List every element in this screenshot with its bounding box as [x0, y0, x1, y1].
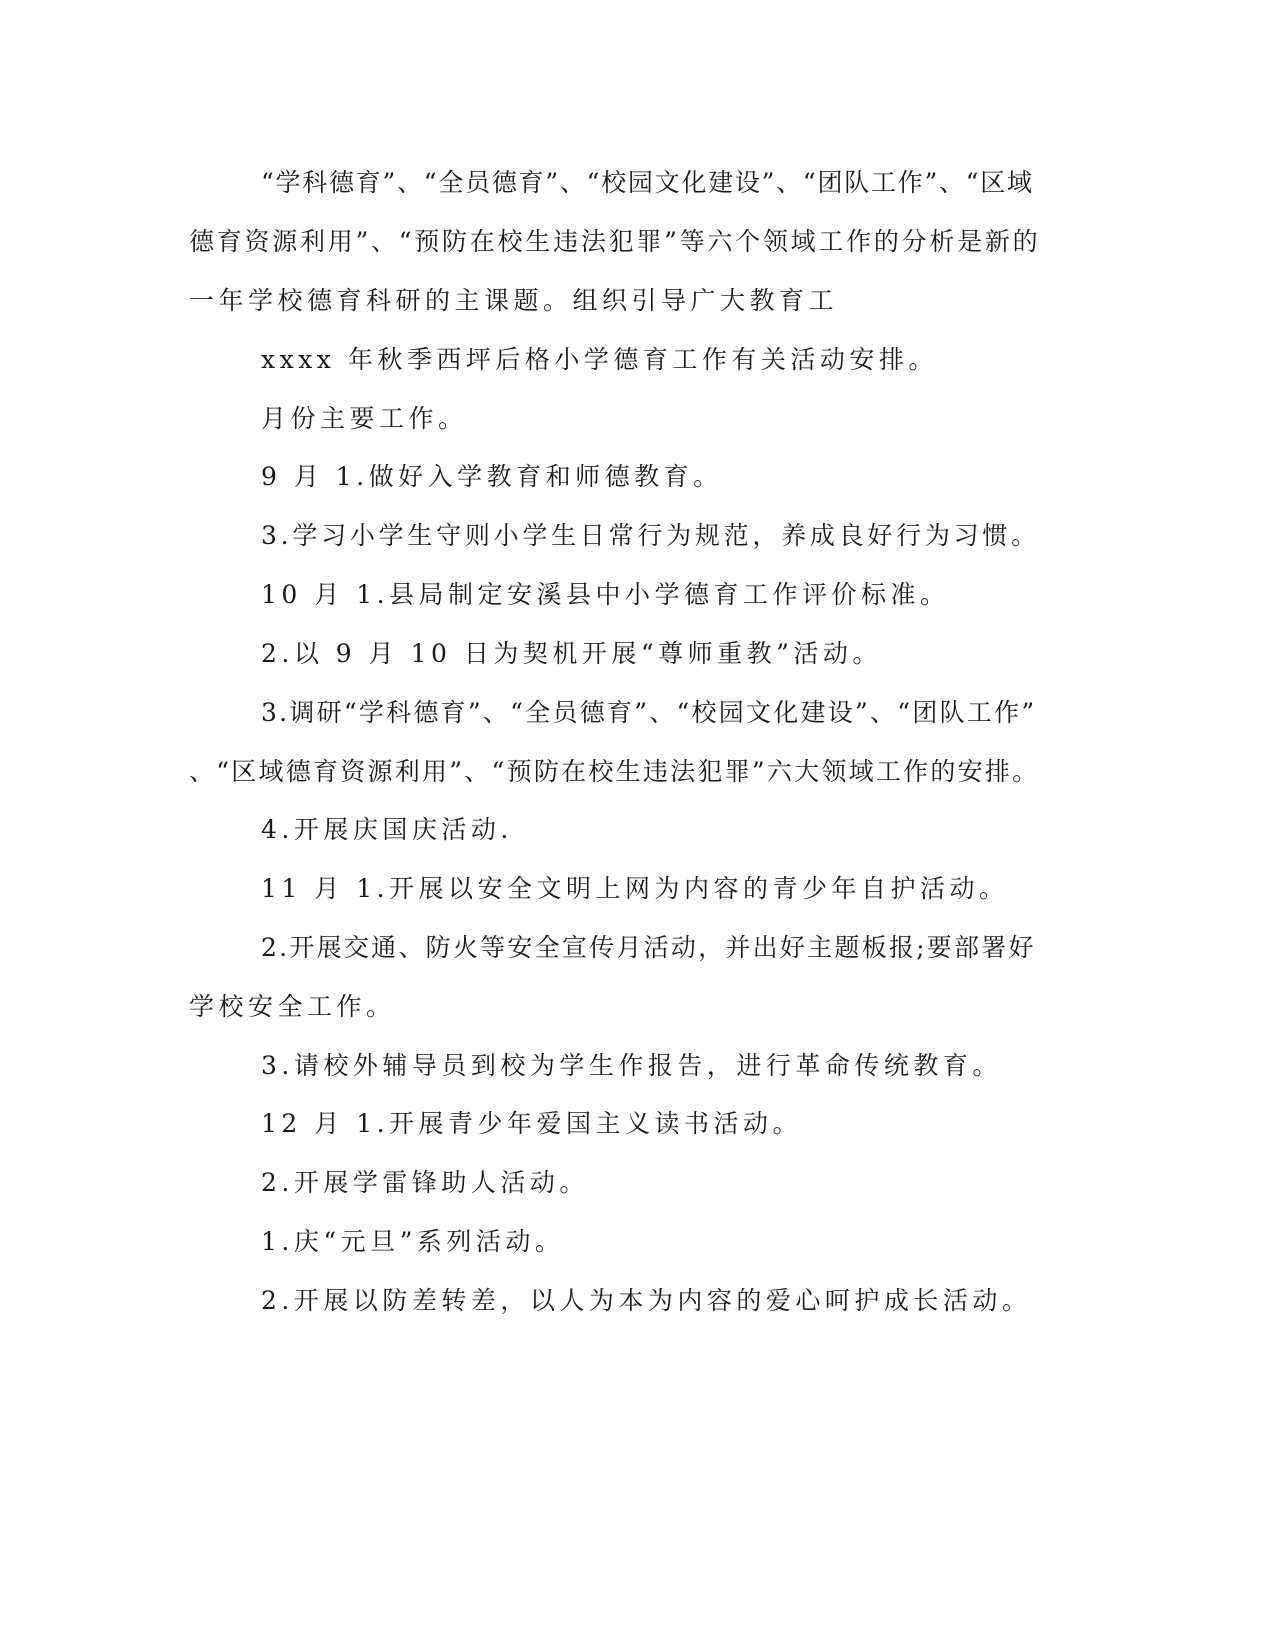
text-line-14: 2.开展交通、防火等安全宣传月活动，并出好主题板报;要部署好 [261, 933, 1036, 962]
text-line-6: 9 月 1.做好入学教育和师德教育。 [261, 462, 723, 491]
text-line-10: 3.调研“学科德育”、“全员德育”、“校园文化建设”、“团队工作” [261, 698, 1037, 727]
text-line-4: xxxx 年秋季西坪后格小学德育工作有关活动安排。 [261, 345, 938, 374]
text-line-16: 3.请校外辅导员到校为学生作报告，进行革命传统教育。 [261, 1051, 1002, 1080]
text-line-5: 月份主要工作。 [261, 404, 468, 433]
text-line-18: 2.开展学雷锋助人活动。 [261, 1168, 589, 1197]
text-line-17: 12 月 1.开展青少年爱国主义读书活动。 [261, 1109, 803, 1138]
text-line-8: 10 月 1.县局制定安溪县中小学德育工作评价标准。 [261, 580, 950, 609]
text-line-9: 2.以 9 月 10 日为契机开展“尊师重教”活动。 [261, 639, 882, 668]
text-line-7: 3.学习小学生守则小学生日常行为规范，养成良好行为习惯。 [261, 521, 1040, 550]
text-line-11: 、“区域德育资源利用”、“预防在校生违法犯罪”六大领域工作的安排。 [189, 757, 1040, 786]
text-line-13: 11 月 1.开展以安全文明上网为内容的青少年自护活动。 [261, 874, 1009, 903]
text-line-2: 德育资源利用”、“预防在校生违法犯罪”等六个领域工作的分析是新的 [189, 227, 1041, 256]
text-line-19: 1.庆“元旦”系列活动。 [261, 1227, 565, 1256]
text-line-3: 一年学校德育科研的主课题。组织引导广大教育工 [189, 286, 839, 315]
text-line-1: “学科德育”、“全员德育”、“校园文化建设”、“团队工作”、“区域 [261, 168, 1034, 197]
text-line-20: 2.开展以防差转差，以人为本为内容的爱心呵护成长活动。 [261, 1286, 1032, 1315]
text-line-12: 4.开展庆国庆活动. [261, 815, 513, 844]
text-line-15: 学校安全工作。 [189, 992, 396, 1021]
